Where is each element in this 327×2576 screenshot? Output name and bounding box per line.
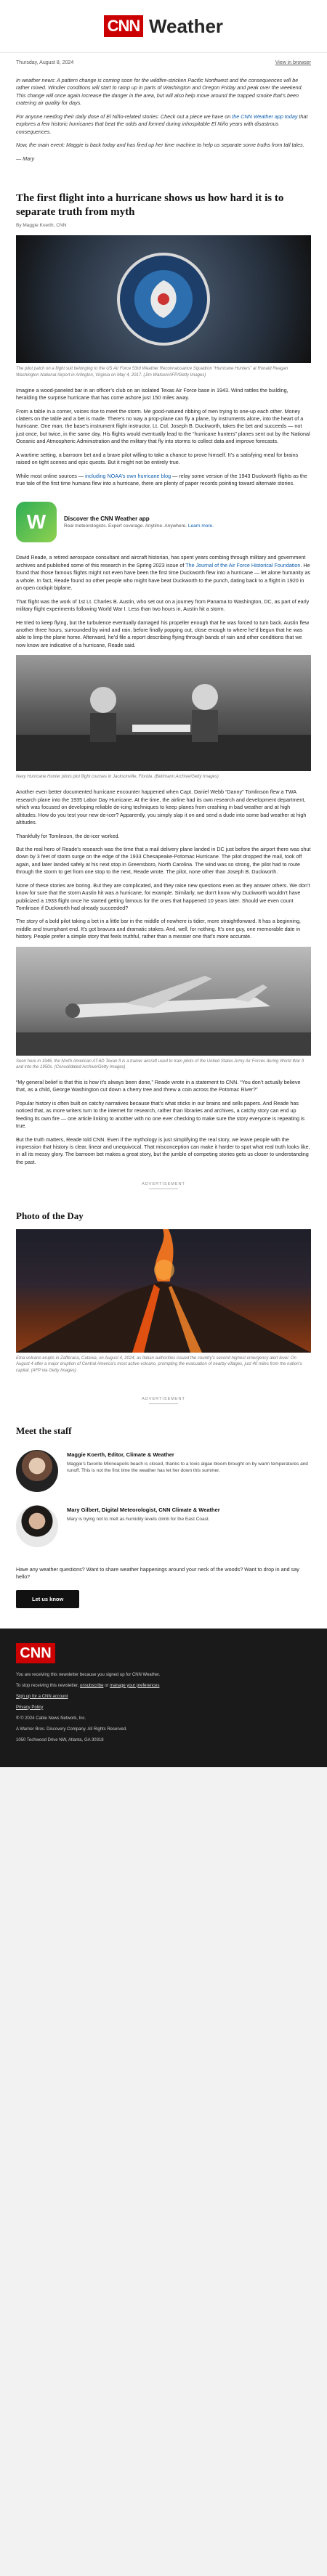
noaa-blog-link[interactable]: including NOAA’s own hurricane blog bbox=[85, 472, 171, 479]
staff-name: Mary Gilbert, Digital Meteorologist, CNN Climate & Weather bbox=[67, 1506, 220, 1513]
intro-paragraph: Now, the main event: Maggie is back today and has fired up her time machine to help us separate some truths from tall tales. bbox=[16, 142, 304, 149]
main-article bbox=[0, 176, 327, 1166]
volcano-illustration bbox=[16, 1229, 311, 1353]
app-promo-text bbox=[64, 515, 214, 529]
at6-texan-plane-photo[interactable] bbox=[16, 947, 311, 1056]
advertisement-label: ADVERTISEMENT bbox=[142, 1182, 185, 1187]
view-in-browser-link[interactable]: View in browser bbox=[275, 60, 311, 65]
image-caption: Seen here in 1946, the North American AT-6D Texan II is a trainer aircraft used to train pilots of the United States Army Air Forces during World War II and into the 1950s. (Consolidated Archive/Getty Images) bbox=[16, 1059, 304, 1069]
volcano-photo[interactable] bbox=[16, 1229, 311, 1353]
footer-text: You are receiving this newsletter because you signed up for CNN Weather. bbox=[16, 1672, 161, 1677]
navy-pilots-photo[interactable] bbox=[16, 655, 311, 771]
app-promo-tagline: Real meteorologists. Expert coverage. Anytime. Anywhere. bbox=[64, 523, 188, 529]
article-byline: By Maggie Koerth, CNN bbox=[16, 223, 67, 229]
staff-member bbox=[16, 1499, 311, 1554]
advertisement-label: ADVERTISEMENT bbox=[142, 1396, 185, 1401]
intro-text: that explores a few historic hurricanes that beat the odds and formed during inhospitable El Niño years with disastrous consequences. bbox=[16, 113, 308, 135]
footer-cnn-logo[interactable]: CNN bbox=[16, 1643, 55, 1663]
image-caption: Navy Hurricane Hunter pilots plot flight courses in Jacksonville, Florida. (Bettmann Archive/Getty Images) bbox=[16, 775, 219, 780]
article-text: . He found that those famous flights might not even have been the first time Duckworth flew into a hurricane — let alone humanity as a whole. In fact, Reade found no other people who might have beat Duckworth to the punch, dating back to a flight in 1920 in an open cockpit biplane. bbox=[16, 561, 311, 592]
article-text: While most online sources — bbox=[16, 472, 86, 479]
advertisement-slot[interactable] bbox=[0, 1172, 327, 1199]
spacer bbox=[0, 1621, 327, 1629]
staff-member bbox=[16, 1444, 311, 1499]
app-promo-sub bbox=[64, 523, 214, 529]
staff-bio: Maggie’s favorite Minneapolis beach is closed, thanks to a toxic algae bloom brought on by warm temperatures and runoff. This is not the first time the weather has let her down this summer. bbox=[67, 1461, 308, 1473]
intro-paragraph bbox=[16, 113, 311, 136]
intro-paragraph: In weather news: A pattern change is coming soon for the wildfire-stricken Pacific Northwest and the consequences will be rather mixed. Windier conditions will start to ramp up in parts of Washington and Oregon Friday and peak over the weekend. This change will once again increase the danger in the area, but will also help move around the trapped smoke that’s been cratering air quality for days. bbox=[16, 77, 303, 107]
weather-app-link[interactable]: the CNN Weather app today bbox=[232, 113, 298, 120]
footer-text: To stop receiving this newsletter, bbox=[16, 1683, 81, 1688]
article-paragraph bbox=[16, 554, 311, 592]
footer-copyright: ® © 2024 Cable News Network, Inc. bbox=[16, 1716, 86, 1721]
article-paragraph: “My general belief is that this is how it’s always been done,” Reade wrote in a statement to CNN. “You don’t actually believe that, as a child, George Washington cut down a cherry tree and threw a coin across the Potomac River?” bbox=[16, 1078, 301, 1093]
cnn-logo-mark: CNN bbox=[104, 15, 143, 37]
advertisement-slot[interactable] bbox=[0, 1387, 327, 1414]
learn-more-link[interactable]: Learn more. bbox=[187, 523, 214, 529]
header bbox=[0, 0, 327, 53]
intro bbox=[0, 73, 327, 176]
article-paragraph: He tried to keep flying, but the turbulence eventually damaged his propeller enough that he was forced to turn back. Austin flew another three hours, surrounded by wind and rain, before finally popping out, close enough to where he’d begun that he was able to limp the plane home. Afterward, he’d file a report describing flying through bands of rain and other conditions that we now know are indicative of a hurricane, Reade said. bbox=[16, 619, 310, 648]
footer-company: A Warner Bros. Discovery Company. All Rights Reserved. bbox=[16, 1727, 127, 1732]
avatar bbox=[16, 1450, 58, 1492]
staff-bio: Mary is trying not to melt as humidity levels climb for the East Coast. bbox=[67, 1516, 210, 1522]
feedback-prompt: Have any weather questions? Want to share weather happenings around your neck of the woods? Want to drop in and say hello? bbox=[16, 1565, 299, 1581]
weather-wordmark: Weather bbox=[148, 15, 224, 37]
cnn-weather-logo[interactable] bbox=[104, 15, 223, 38]
article-paragraph: The story of a bold pilot taking a bet in a little bar in the middle of nowhere is tidier, more straightforward. It has a beginning, middle and triumphant end. It’s got bravura and dramatic stakes. And, well, for nothing. It’s one guy, one memorable date in history. People prefer a simple story that feels truthful, rather than a messier one that’s more accurate. bbox=[16, 918, 301, 940]
footer-text: or bbox=[103, 1683, 110, 1688]
app-promo-title: Discover the CNN Weather app bbox=[64, 515, 150, 522]
avatar bbox=[16, 1505, 58, 1547]
privacy-policy-link[interactable]: Privacy Policy bbox=[16, 1705, 44, 1710]
staff-name: Maggie Koerth, Editor, Climate & Weather bbox=[67, 1451, 174, 1458]
article-text: — relay some version of the 1943 Duckworth flights as the true tale of the first time humans flew into a hurricane, there are plenty of paper records pointing toward alternate stories. bbox=[16, 472, 307, 486]
meta-bar bbox=[0, 53, 327, 73]
manage-preferences-link[interactable]: manage your preferences bbox=[110, 1683, 160, 1688]
article-paragraph: A wartime setting, a barroom bet and a brave pilot willing to take a chance to prove himself. It’s a satisfying meal for brains raised on tight scenes and epic quests. But it might not be entirely true. bbox=[16, 451, 299, 466]
photo-of-the-day bbox=[0, 1199, 327, 1386]
article-paragraph: That flight was the work of 1st Lt. Charles B. Austin, who set out on a journey from Panama to Washington, DC, as part of early military flight experiments following World War I. Less than two hours in, Austin hit a storm. bbox=[16, 598, 310, 613]
meet-the-staff-heading: Meet the staff bbox=[16, 1424, 72, 1436]
article-paragraph bbox=[16, 473, 311, 488]
issue-date: Thursday, August 8, 2024 bbox=[16, 60, 74, 65]
ad-divider bbox=[149, 1403, 178, 1404]
photo-caption: Etna volcano erupts in Zafferana, Catania, on August 4, 2024, as Italian authorities issued the country’s second highest emergency alert level. On August 4 after a major eruption of Central America’s most active volcano, prompting the evacuation of nearby villages, just 40 miles from the nation’s capital. (AFP via Getty Images) bbox=[16, 1356, 302, 1373]
signoff: — Mary bbox=[16, 155, 35, 162]
plane-illustration bbox=[16, 947, 311, 1056]
article-paragraph: But the truth matters, Reade told CNN. Even if the mythology is just simplifying the real story, we leave people with the impression that history is clear, linear and unequivocal. That misconception can make it harder to spot what real truth looks like, in all its messy glory. The barroom bet makes a great story, but the jumble of competing stories gets us closer to understanding the past. bbox=[16, 1136, 310, 1165]
footer-link-row bbox=[16, 1705, 311, 1711]
image-caption: The pilot patch on a flight suit belonging to the US Air Force 53rd Weather Reconnaissance Squadron “Hurricane Hunters” at Ronald Reagan Washington National Airport in Arlington, Virginia on May 4, 2017. (Jim Watson/AFP/Getty Images) bbox=[16, 367, 288, 378]
staff-text bbox=[67, 1505, 220, 1523]
cnn-weather-app-icon: W bbox=[16, 502, 57, 542]
article-paragraph: Imagine a wood-paneled bar in an officer’s club on an isolated Texas Air Force base in 1943. Wind rattles the building, heralding the surprise hurricane that has come ashore just 150 miles away. bbox=[16, 386, 288, 402]
unsubscribe-link[interactable]: unsubscribe bbox=[80, 1683, 104, 1688]
footer bbox=[0, 1629, 327, 1767]
journal-link[interactable]: The Journal of the Air Force Historical Foundation bbox=[185, 561, 301, 568]
patch-illustration bbox=[16, 235, 311, 363]
footer-address: 1050 Techwood Drive NW, Atlanta, GA 30318 bbox=[16, 1737, 104, 1743]
article-text: David Reade, a retired aerospace consultant and aircraft historian, has spent years combing through military and government archives and published some of this research in the Spring 2023 issue of bbox=[16, 554, 306, 568]
footer-text bbox=[16, 1683, 311, 1690]
intro-text: For anyone needing their daily dose of El Niño-related stories: Check out a piece we have on bbox=[16, 113, 233, 120]
article-title[interactable]: The first flight into a hurricane shows us how hard it is to separate truth from myth bbox=[16, 192, 284, 218]
hurricane-hunter-patch-image[interactable] bbox=[16, 235, 311, 363]
let-us-know-button[interactable]: Let us know bbox=[16, 1590, 79, 1608]
signup-link[interactable]: Sign up for a CNN account bbox=[16, 1694, 68, 1699]
footer-link-row bbox=[16, 1694, 311, 1700]
meet-the-staff bbox=[0, 1414, 327, 1559]
article-paragraph: But the real hero of Reade’s research was the time that a mail delivery plane landed in DC just before the airport there was shut down by 3 feet of storm surge on the edge of the 1933 Chesapeake-Potomac Hurricane. The pilot dropped the mail, took off again, and later landed safely at his next stop in Greensboro, North Carolina. The wind was so strong, the pilot had to route through the storm to get from one stop to the next, Reade wrote. The pilot, none other than Joseph B. Duckworth. bbox=[16, 845, 311, 876]
article-paragraph: From a table in a corner, voices rise to meet the storm. Me good-natured ribbing of men trying to one-up each other. Money clatters on the table and a bet is made. There’s no way a prop-plane can fly a plane, by instruments alone, into the heart of a hurricane. One man, the base’s instrument flight instructor, Lt. Col. Joseph B. Duckworth, takes the bet and succeeds — not just once, but twice, in the same day. His flights would eventually lead to the “hurricane hunters” planes sent out by the National Oceanic and Atmospheric Administration and the military that fly into storms to collect data and improve forecasts. bbox=[16, 407, 310, 445]
pilots-illustration bbox=[16, 655, 311, 771]
staff-text bbox=[67, 1450, 311, 1474]
article-paragraph: Thankfully for Tomlinson, the de-icer worked. bbox=[16, 832, 120, 839]
article-paragraph: Another even better documented hurricane encounter happened when Capt. Daniel Webb “Danny” Tomlinson flew a TWA research plane into the 1935 Labor Day Hurricane. At the time, the airline had its own research and development department, which was focused on developing reliable de-icing techniques to keep planes from crashing in bad weather and at high altitudes. How do you test your new de-icer? Apparently, you simply slap it on and send a dude into some bad weather at high altitudes. bbox=[16, 788, 307, 826]
article-paragraph: Popular history is often built on catchy narratives because that’s what sticks in our brains and sells papers. And Reade has noticed that, as more writers turn to the internet for research, rather than libraries and archives, a catchy story can end up feeding its own fire — one article linking to another with no one ever checking to make sure the story everyone is repeating is true. bbox=[16, 1099, 305, 1130]
photo-of-the-day-heading: Photo of the Day bbox=[16, 1210, 84, 1222]
app-promo[interactable] bbox=[16, 493, 311, 554]
article-paragraph: None of these stories are boring. But they are complicated, and they raise new questions even as they answer others. We don’t know for sure that the storm Austin hit was a hurricane, for example. Similarly, we don’t know why Duckworth wouldn’t have publicized a 1933 flight once he started getting famous for the ones that happened 10 years later. Should we even count Tomlinson if Duckworth had already succeeded? bbox=[16, 881, 310, 912]
